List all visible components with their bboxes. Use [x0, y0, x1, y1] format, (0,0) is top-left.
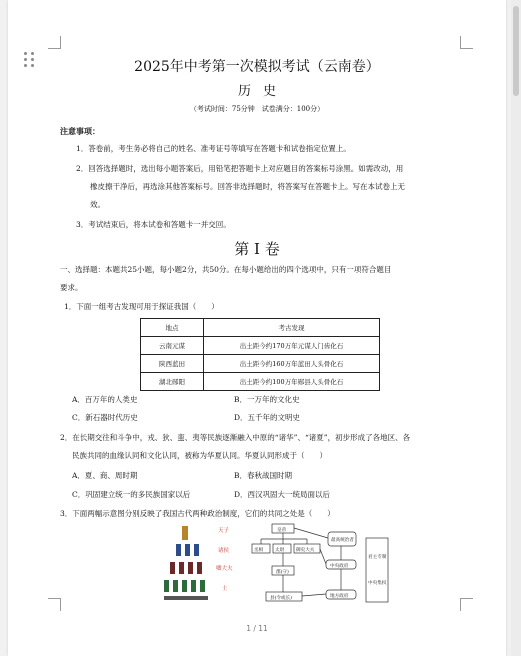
notice-item: 效。	[90, 200, 105, 209]
option: A．百万年的人类史	[72, 395, 138, 404]
figure-node: 中央政府	[330, 564, 349, 569]
question-1-stem: 1．下面一组考古发现可用于探证我国（ ）	[64, 302, 219, 311]
figure-node: 郡(守)	[276, 570, 289, 575]
figure-node: 地方政府	[330, 594, 349, 599]
table-cell: 出土距今约170万年元谋人门齿化石	[204, 337, 380, 355]
notice-title: 注意事项：	[60, 126, 100, 136]
figure-node: 县(令或长)	[270, 596, 292, 601]
option: B．春秋战国时期	[234, 471, 293, 480]
table-header-cell: 考古发现	[204, 319, 380, 337]
table-cell: 出土距今约160万年蓝田人头骨化石	[204, 355, 380, 373]
page-indicator: 1 / 11	[246, 624, 268, 633]
figure-node: 最高统治者	[331, 538, 354, 543]
section-title: 第 I 卷	[234, 240, 280, 258]
figure-node: 中央集权	[368, 581, 387, 586]
archaeology-table	[140, 318, 380, 391]
crop-mark-bottom-right	[460, 598, 473, 611]
figure-node: 皇帝	[277, 528, 287, 533]
table-row	[141, 355, 380, 373]
notice-item: 1．答卷前，考生务必将自己的姓名、准考证号等填写在答题卡和试卷指定位置上。	[76, 144, 351, 153]
figure-label: 士	[222, 586, 228, 592]
figure-node: 太尉	[275, 548, 285, 553]
table-header-cell: 地点	[141, 319, 204, 337]
question-3-stem: 3．下面两幅示意图分别反映了我国古代两种政治制度，它们的共同之处是（ ）	[60, 509, 335, 518]
table-header-row	[141, 319, 380, 337]
table-cell: 湖北郧阳	[141, 373, 204, 391]
figure-node: 君主专制	[368, 555, 387, 560]
figure-label: 卿大夫	[216, 566, 233, 572]
option: D．西汉巩固大一统局面以后	[234, 490, 331, 499]
notice-item: 2．回答选择题时，选出每小题答案后，用铅笔把答题卡上对应题目的答案标号涂黑。如需改动，用	[76, 164, 404, 173]
option: A．夏、商、周时期	[72, 471, 138, 480]
figure-node: 丞相	[254, 548, 264, 553]
option: D．五千年的文明史	[234, 413, 301, 422]
table-row	[141, 373, 380, 391]
question-2-stem: 民族共同的血缘认同和文化认同，被称为华夏认同。华夏认同形成于（ ）	[72, 451, 327, 460]
page-title: 2025年中考第一次模拟考试（云南卷）	[134, 59, 380, 75]
table-row	[141, 337, 380, 355]
crop-mark-top-left	[48, 36, 61, 49]
political-system-figure	[160, 522, 392, 610]
figure-label: 天子	[218, 528, 230, 534]
table-cell: 出土距今约100万年郧县人头骨化石	[204, 373, 380, 391]
option: C．新石器时代历史	[72, 413, 138, 422]
figure-node: 御史大夫	[296, 548, 315, 553]
crop-mark-top-right	[460, 36, 473, 49]
instructions-line: 一、选择题：本题共25小题，每小题2分，共50分。在每小题给出的四个选项中，只有一项符合题目	[60, 265, 392, 274]
document-page	[8, 0, 506, 656]
question-2-stem: 2．在长期交往和斗争中，戎、狄、蛮、夷等民族逐渐融入中原的“诸华”、“诸夏”，初步形成了各地区、各	[60, 433, 411, 442]
scrollbar-thumb[interactable]	[513, 6, 519, 96]
option: B．一万年的文化史	[234, 395, 300, 404]
option: C．巩固建立统一的多民族国家以后	[72, 490, 191, 499]
vertical-scrollbar[interactable]	[511, 0, 521, 656]
subject-title: 历史	[237, 84, 288, 99]
table-cell: 陕西蓝田	[141, 355, 204, 373]
table-cell: 云南元谋	[141, 337, 204, 355]
notice-item: 橡皮擦干净后，再选涂其他答案标号。回答非选择题时，将答案写在答题卡上。写在本试卷上无	[90, 182, 405, 191]
feudal-hierarchy-illustration	[164, 526, 208, 600]
notice-item: 3．考试结束后，将本试卷和答题卡一并交回。	[76, 220, 231, 229]
crop-mark-bottom-left	[48, 598, 61, 611]
figure-label: 诸侯	[218, 548, 230, 554]
exam-info: （考试时间：75分钟 试卷满分：100分）	[189, 105, 325, 113]
instructions-line: 要求。	[60, 283, 83, 292]
